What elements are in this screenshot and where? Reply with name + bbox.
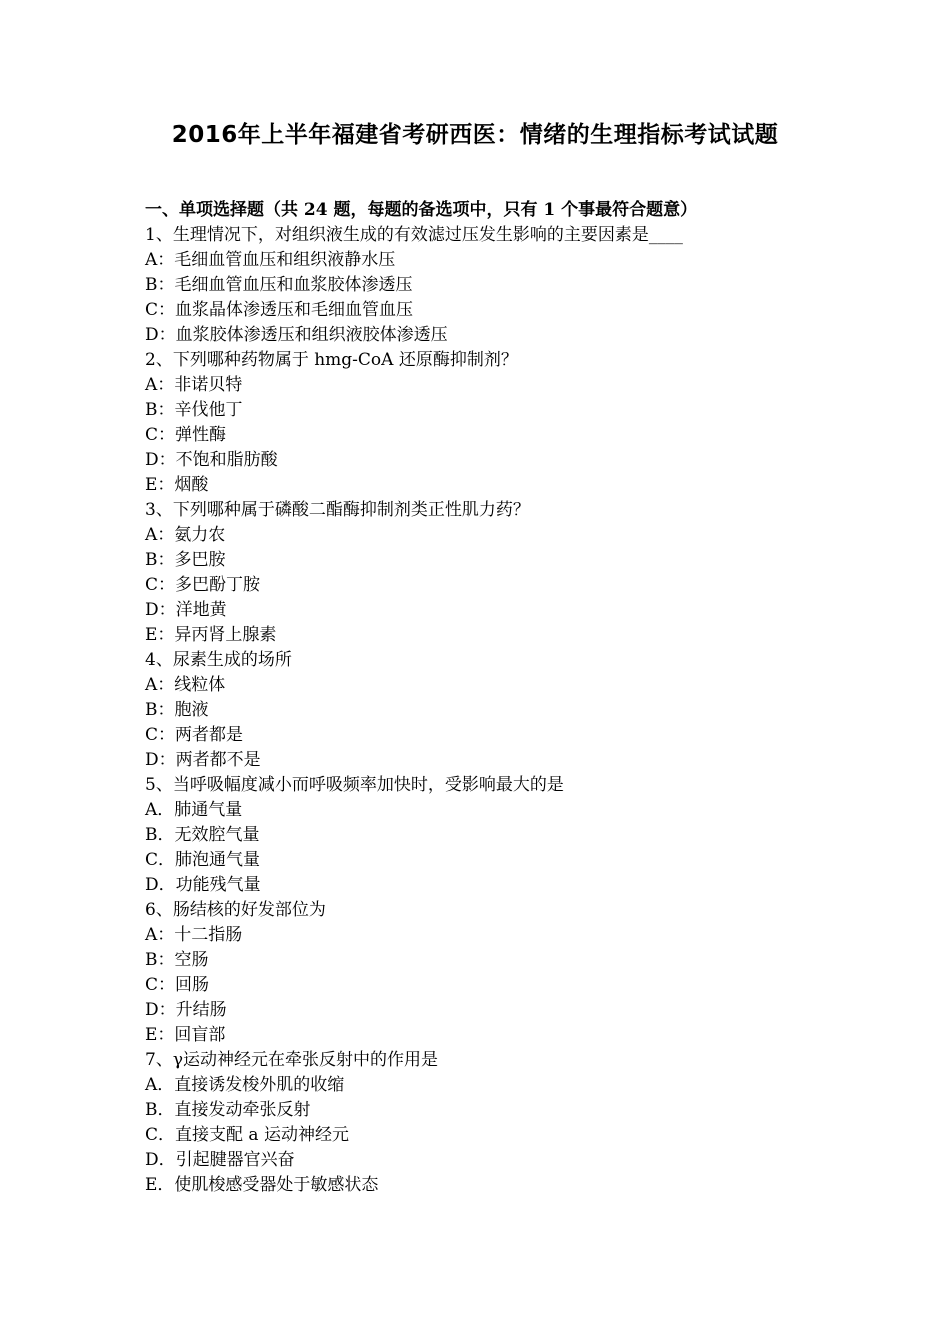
question-5: [145, 773, 825, 898]
option-a: A．直接诱发梭外肌的收缩: [145, 1075, 345, 1095]
question-list: [145, 198, 825, 1198]
question-stem: 1、生理情况下，对组织液生成的有效滤过压发生影响的主要因素是____: [145, 225, 683, 245]
option-c: C：回肠: [145, 975, 210, 995]
option-b: B：辛伐他丁: [145, 400, 243, 420]
question-stem: 7、γ运动神经元在牵张反射中的作用是: [145, 1050, 438, 1070]
option-d: D：两者都不是: [145, 750, 261, 770]
option-a: A：氨力农: [145, 525, 226, 545]
question-4: [145, 648, 825, 773]
question-stem: 6、肠结核的好发部位为: [145, 900, 326, 920]
question-7: [145, 1048, 825, 1198]
option-b: B：空肠: [145, 950, 209, 970]
question-stem: 5、当呼吸幅度减小而呼吸频率加快时，受影响最大的是: [145, 775, 564, 795]
option-e: E：异丙肾上腺素: [145, 625, 277, 645]
option-b: B：毛细血管血压和血浆胶体渗透压: [145, 275, 413, 295]
question-1: [145, 223, 825, 348]
option-a: A：毛细血管血压和组织液静水压: [145, 250, 396, 270]
question-stem: 2、下列哪种药物属于 hmg-CoA 还原酶抑制剂？: [145, 350, 518, 370]
option-a: A．肺通气量: [145, 800, 243, 820]
option-a: A：十二指肠: [145, 925, 243, 945]
question-3: [145, 498, 825, 648]
option-d: D：不饱和脂肪酸: [145, 450, 278, 470]
option-c: C：两者都是: [145, 725, 244, 745]
option-a: A：非诺贝特: [145, 375, 243, 395]
question-stem: 3、下列哪种属于磷酸二酯酶抑制剂类正性肌力药？: [145, 500, 530, 520]
option-c: C：血浆晶体渗透压和毛细血管血压: [145, 300, 414, 320]
option-b: B：多巴胺: [145, 550, 226, 570]
document-title: 2016年上半年福建省考研西医：情绪的生理指标考试试题: [171, 122, 779, 148]
option-b: B．无效腔气量: [145, 825, 260, 845]
option-d: D：升结肠: [145, 1000, 227, 1020]
option-c: C：多巴酚丁胺: [145, 575, 261, 595]
option-e: E．使肌梭感受器处于敏感状态: [145, 1175, 379, 1195]
option-e: E：烟酸: [145, 475, 209, 495]
question-stem: 4、尿素生成的场所: [145, 650, 292, 670]
section-heading: 一、单项选择题（共 24 题，每题的备选项中，只有 1 个事最符合题意）: [145, 200, 698, 220]
option-b: B．直接发动牵张反射: [145, 1100, 311, 1120]
option-c: C：弹性酶: [145, 425, 227, 445]
option-d: D．功能残气量: [145, 875, 261, 895]
option-a: A：线粒体: [145, 675, 226, 695]
option-e: E：回盲部: [145, 1025, 226, 1045]
option-d: D．引起腱器官兴奋: [145, 1150, 295, 1170]
question-6: [145, 898, 825, 1048]
option-b: B：胞液: [145, 700, 209, 720]
option-d: D：洋地黄: [145, 600, 227, 620]
option-c: C．直接支配 a 运动神经元: [145, 1125, 349, 1145]
option-d: D：血浆胶体渗透压和组织液胶体渗透压: [145, 325, 448, 345]
option-c: C．肺泡通气量: [145, 850, 261, 870]
question-2: [145, 348, 825, 498]
